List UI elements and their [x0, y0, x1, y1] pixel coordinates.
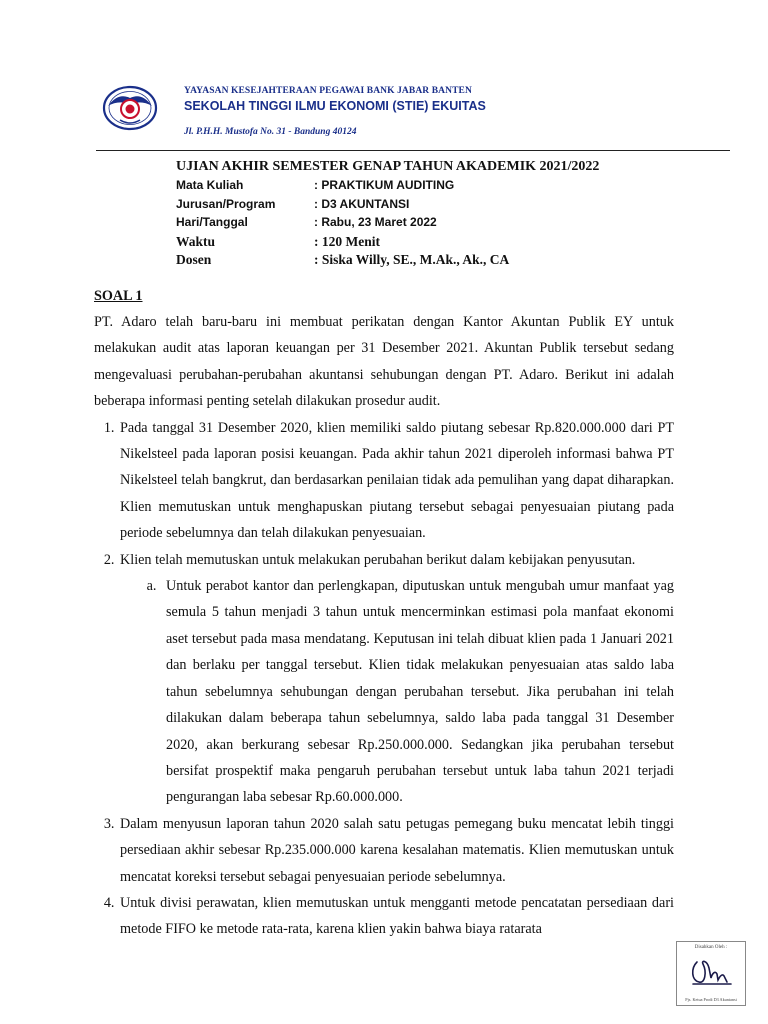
signature-icon	[685, 954, 737, 988]
list-item-text: Pada tanggal 31 Desember 2020, klien memiliki saldo piutang sebesar Rp.820.000.000 dari PT Nikelsteel pada laporan posisi keuangan. Pada akhir tahun 2021 diperoleh informasi bahwa PT Nikelsteel telah bangkrut, dan berdasarkan penilaian tidak ada pemulihan yang dapat diharapkan. Klien memutuskan untuk menghapuskan piutang tersebut sebagai penyesuaian piutang pada periode sebelumnya dan telah dilakukan penyesuaian.	[120, 419, 674, 542]
list-item-text: Untuk divisi perawatan, klien memutuskan untuk mengganti metode pencatatan persediaan dari metode FIFO ke metode rata-rata, karena klien yakin bahwa biaya ratarata	[120, 894, 674, 938]
list-item	[118, 890, 674, 943]
exam-info-value: : PRAKTIKUM AUDITING	[314, 178, 455, 192]
stamp-caption: Disahkan Oleh :	[694, 945, 728, 950]
question-list	[94, 415, 674, 943]
exam-info-value: : D3 AKUNTANSI	[314, 196, 410, 211]
exam-info-label: Jurusan/Program	[176, 196, 276, 211]
exam-info-value: : 120 Menit	[314, 233, 380, 249]
list-item	[118, 415, 674, 547]
exam-info-value: : Siska Willy, SE., M.Ak., Ak., CA	[314, 252, 510, 267]
question-heading: SOAL 1	[94, 288, 143, 304]
exam-info-label: Hari/Tanggal	[176, 215, 248, 229]
exam-info-label: Dosen	[176, 252, 212, 267]
question-body	[94, 285, 674, 943]
list-item	[118, 547, 674, 811]
foundation-name: YAYASAN KESEJAHTERAAN PEGAWAI BANK JABAR BANTEN	[184, 86, 472, 96]
header-divider	[96, 150, 730, 151]
exam-info-value: : Rabu, 23 Maret 2022	[314, 215, 437, 229]
question-intro: PT. Adaro telah baru-baru ini membuat perikatan dengan Kantor Akuntan Publik EY untuk melakukan audit atas laporan keuangan per 31 Desember 2021. Akuntan Publik tersebut sedang mengevaluasi perubahan-perubahan akuntansi sehubungan dengan PT. Adaro. Berikut ini adalah beberapa informasi penting setelah dilakukan prosedur audit.	[94, 314, 674, 410]
list-item-text: Klien telah memutuskan untuk melakukan perubahan berikut dalam kebijakan penyusutan.	[120, 551, 636, 568]
list-item-text: Dalam menyusun laporan tahun 2020 salah satu petugas pemegang buku mencatat lebih tinggi persediaan akhir sebesar Rp.235.000.000 karena kesalahan matematis. Klien memutuskan untuk mencatat koreksi tersebut sebagai penyesuaian periode sebelumnya.	[120, 815, 674, 885]
exam-title: UJIAN AKHIR SEMESTER GENAP TAHUN AKADEMIK 2021/2022	[176, 159, 600, 174]
exam-info-label: Waktu	[176, 233, 216, 249]
list-item	[118, 811, 674, 890]
stamp-signatory: Pjs. Ketua Prodi D3 Akuntansi	[685, 997, 737, 1002]
approval-stamp	[676, 941, 746, 1006]
sub-list-item	[160, 573, 674, 811]
stie-ekuitas-logo-icon	[102, 84, 158, 132]
school-address: Jl. P.H.H. Mustofa No. 31 - Bandung 40124	[184, 127, 357, 137]
sub-list-item-text: Untuk perabot kantor dan perlengkapan, diputuskan untuk mengubah umur manfaat yag semula 5 tahun menjadi 3 tahun untuk mencerminkan estimasi pola manfaat ekonomi aset tersebut pada masa mendatang. Keputusan ini telah dibuat klien pada 1 Januari 2021 dan berlaku per tanggal tersebut. Klien tidak melakukan penyesuaian atas saldo laba tahun sebelumnya sehubungan dengan perubahan tersebut. Jika perubahan ini telah dilakukan dalam beberapa tahun sebelumnya, saldo laba pada tanggal 31 Desember 2020, akan berkurang sebesar Rp.250.000.000. Sedangkan jika perubahan tersebut bersifat prospektif maka pengaruh perubahan tersebut untuk laba tahun 2021 terjadi pengurangan laba sebesar Rp.60.000.000.	[166, 578, 674, 806]
exam-info-label: Mata Kuliah	[176, 178, 244, 192]
letterhead	[96, 80, 736, 152]
sub-list	[120, 573, 674, 811]
school-name: SEKOLAH TINGGI ILMU EKONOMI (STIE) EKUITAS	[184, 99, 486, 113]
